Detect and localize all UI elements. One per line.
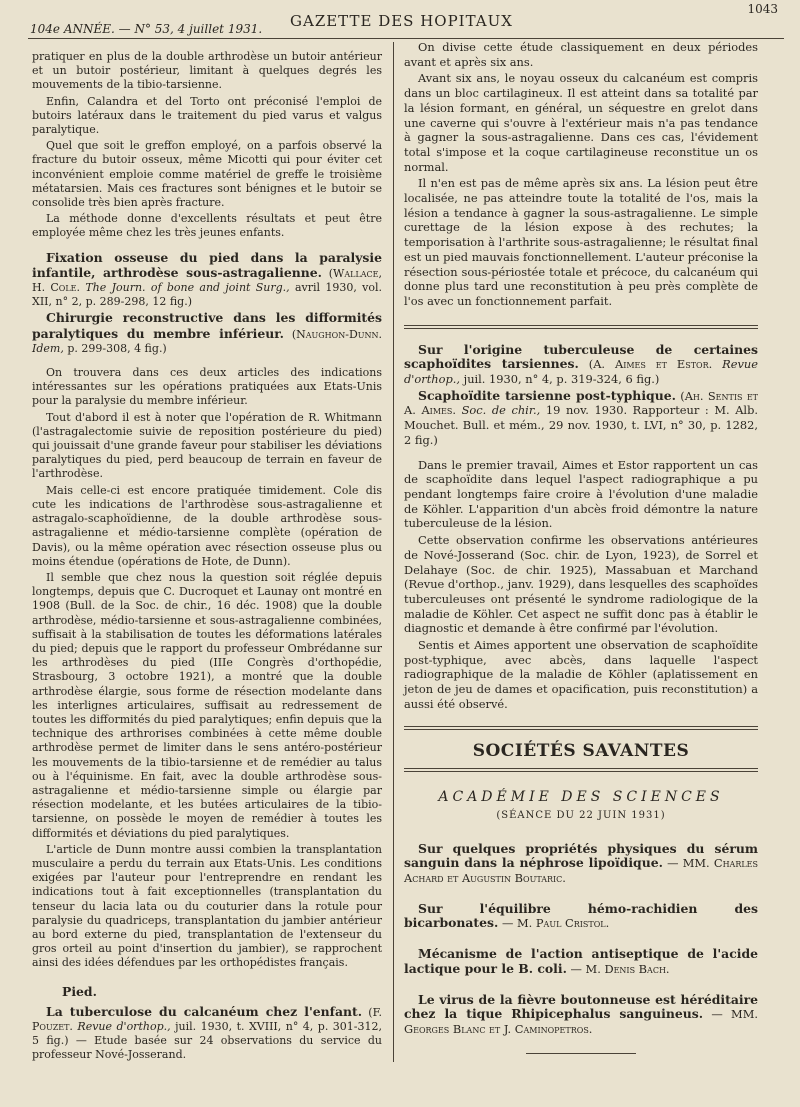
session-entry [404, 842, 758, 886]
reference-journal: Soc. de chir., [461, 403, 541, 418]
reference-details: p. 299-308, 4 fig.) [67, 341, 167, 355]
paragraph: Il n'en est pas de même après six ans. La lésion peut être localisée, ne pas atteindre toute la totalité de l'os, mais la lésion a tendance à gagner la sous-astragalienne. Le simple curettage de la lésion expose à des rechutes; la temporisation à l'arthrite sous-astragalienne; le résultat final est un pied mauvais fonctionnellement. L'auteur préconise la résection sous-périostée totale et précoce, du calcanéum qui donne plus tard une reconstitution à peu près complète de l'os avec un fonctionnement parfait. [404, 176, 758, 308]
reference-details: juil. 1930, t. XVIII, n° 4, p. 301-312, 5 fig.) — Etude basée sur 24 observations du service du professeur Nové-Josserand. [32, 1020, 382, 1062]
session-entry [404, 902, 758, 931]
paragraph: Enfin, Calandra et del Torto ont préconisé l'emploi de butoirs latéraux dans le traitement du pied varus et valgus paralytique. [32, 94, 382, 137]
section-heading-pied: Pied. [62, 983, 97, 999]
reference-authors: (F. Pouzet. [32, 1005, 382, 1033]
header-rule [28, 38, 784, 39]
reference-title: Scaphoïdite tarsienne post-typhique. [418, 387, 676, 403]
reference-title: La tuberculose du calcanéum chez l'enfant. [46, 1003, 363, 1019]
reference-title: Chirurgie reconstructive dans les difformités paralytiques du membre inférieur. [32, 310, 382, 341]
reference-authors: (Ah. Sentis et A. Aimes. [404, 388, 758, 418]
issue-info: 104e ANNÉE. — N° 53, 4 juillet 1931. [30, 22, 263, 36]
section-rule [404, 325, 758, 329]
entry-authors: — MM. Georges Blanc et J. Caminopetros. [404, 1007, 758, 1036]
paragraph: Cette observation confirme les observations antérieures de Nové-Josserand (Soc. chir. de Lyon, 1923), de Sorrel et Delahaye (Soc. de chir. 1925), Massabuan et Marchand (Revue d'orthop., janv. 1929), dans lesquelles des scaphoïdes tuberculeuses ont présenté le syndrome radiologique de la maladie de Köhler. Cet aspect ne suffit donc pas à établir le diagnostic et demande à être confirmé par l'évolution. [404, 533, 758, 636]
entry-title: Le virus de la fièvre boutonneuse est héréditaire chez la tique Rhipicephalus sanguineus. [404, 991, 758, 1022]
section-rule [404, 768, 758, 772]
paragraph: Avant six ans, le noyau osseux du calcanéum est compris dans un bloc cartilagineux. Il est atteint dans sa totalité par la lésion formant, en général, un séquestre en grelot dans une caverne qui s'ouvre à l'extérieur mais n'a pas tendance à gagner la sous-astragalienne. Dans ces cas, l'évidement total s'impose et la coque cartilagineuse reconstitue un os normal. [404, 71, 758, 174]
session-entry [404, 947, 758, 976]
academy-heading: ACADÉMIE DES SCIENCES [438, 789, 724, 806]
paragraph: Dans le premier travail, Aimes et Estor rapportent un cas de scaphoïdite dans lequel l'aspect radiographique a pu pendant longtemps faire croire à l'évolution d'une maladie de Köhler. L'apparition d'un abcès froid démontre la nature tuberculeuse de la lésion. [404, 457, 758, 531]
paragraph: L'article de Dunn montre aussi combien la transplantation musculaire a perdu du terrain aux Etats-Unis. Les conditions exigées par l'auteur pour l'entreprendre en rendant les indications tout à fait exceptionnelles (transplantation du tenseur du lacia lata ou du couturier dans la rotule pour paralysie du quadriceps, transplantation du jambier antérieur au bord externe du pied, transplantation de l'extenseur du gros orteil au point d'insertion du jambier), se rapprochent ainsi des idées défendues par les orthopédistes français. [32, 842, 382, 970]
paragraph: La méthode donne d'excellents résultats et peut être employée même chez les très jeunes enfants. [32, 212, 382, 240]
session-date: (SÉANCE DU 22 JUIN 1931) [496, 809, 666, 821]
paragraph: pratiquer en plus de la double arthrodèse un butoir antérieur et un butoir postérieur, limitant à quelques degrés les mouvements de la tibio-tarsienne. [32, 50, 382, 92]
end-rule [526, 1053, 636, 1054]
entry-title: Sur l'équilibre hémo-rachidien des bicarbonates. [404, 900, 758, 931]
session-entry [404, 993, 758, 1037]
reference-journal: Idem, [32, 341, 64, 355]
reference-journal: The Journ. of bone and joint Surg., [85, 281, 290, 295]
entry-authors: — M. Denis Bach. [570, 961, 670, 976]
reference-3 [32, 1005, 382, 1063]
reference-4 [404, 343, 758, 387]
reference-2 [32, 311, 382, 356]
reference-title: Sur l'origine tuberculeuse de certaines scaphoïdites tarsiennes. [404, 341, 758, 372]
reference-details: avril 1930, vol. XII, n° 2, p. 289-298, 12 fig.) [32, 281, 383, 309]
section-title: SOCIÉTÉS SAVANTES [472, 740, 690, 761]
entry-authors: — M. Paul Cristol. [501, 916, 610, 931]
paragraph: On trouvera dans ces deux articles des indications intéressantes sur les opérations pratiquées aux Etats-Unis pour la paralysie du membre inférieur. [32, 366, 382, 408]
reference-details: 19 nov. 1930. Rapporteur : M. Alb. Mouchet. Bull. et mém., 29 nov. 1930, t. LVI, n° 30, p. 1282, 2 fig.) [404, 403, 758, 447]
entry-authors: — MM. Charles Achard et Augustin Boutaric. [404, 856, 758, 886]
reference-1 [32, 251, 382, 310]
reference-details: juil. 1930, n° 4, p. 319-324, 6 fig.) [463, 372, 660, 387]
reference-title: Fixation osseuse du pied dans la paralysie infantile, arthrodèse sous-astragalienne. [32, 249, 382, 280]
reference-authors: (Wallace, H. Cole. [32, 266, 383, 295]
section-rule [404, 726, 758, 730]
reference-journal: Revue d'orthop., [404, 357, 759, 387]
paragraph: Il semble que chez nous la question soit réglée depuis longtemps, depuis que C. Ducroquet et Launay ont montré en 1908 (Bull. de la Soc. de chir., 16 déc. 1908) que la double arthrodèse, médio-tarsienne et sous-astragalienne combinées, suffisait à la stabilisation de toutes les déformations latérales du pied; depuis que le rapport du professeur Ombrédanne sur les arthrodèses du pied (IIIe Congrès d'orthopédie, Strasbourg, 3 octobre 1921), a montré que la double arthrodèse élargie, sous forme de résection modelante dans les interlignes articulaires, suffisait au redressement de toutes les difformités du pied paralytiques; enfin depuis que la technique des arthrorises combinées à cette même double arthrodèse permet de limiter dans le sens antéro-postérieur les mouvements de la tibio-tarsienne et de remédier au talus ou à l'équinisme. En fait, avec la double arthrodèse sous-astragalienne et médio-tarsienne simple ou élargie par résection modelante, et les butées articulaires de la tibio-tarsienne, on possède le moyen de remédier à toutes les difformités et déviations du pied paralytiques. [32, 570, 382, 840]
paragraph: Sentis et Aimes apportent une observation de scaphoïdite post-typhique, avec abcès, dans laquelle l'aspect radiographique de la maladie de Köhler (aplatissement en jeton de jeu de dames et opacification, puis reconstitution) a aussi été observé. [404, 638, 758, 711]
paragraph: Tout d'abord il est à noter que l'opération de R. Whitmann (l'astragalectomie suivie de reposition postérieure du pied) qui jouissait d'une grande faveur pour stabiliser les déviations paralytiques du pied, perd beaucoup de terrain en faveur de l'arthrodèse. [32, 410, 382, 481]
column-divider [393, 42, 394, 1062]
right-column [404, 40, 758, 1054]
reference-5 [404, 389, 758, 448]
reference-authors: (Naughon-Dunn. [291, 327, 382, 341]
reference-journal: Revue d'orthop., [77, 1020, 171, 1033]
page-number: 1043 [747, 2, 778, 16]
left-column [32, 50, 382, 1065]
paragraph: Quel que soit le greffon employé, on a parfois observé la fracture du butoir osseux, même Micotti qui pour éviter cet inconvénient emploie comme matériel de greffe le troisième métatarsien. Mais ces fractures sont bénignes et le butoir se consolide très bien après fracture. [32, 139, 382, 210]
reference-authors: (A. Aimes et Estor. [588, 357, 713, 372]
entry-title: Mécanisme de l'action antiseptique de l'acide lactique pour le B. coli. [404, 946, 758, 976]
paragraph: Mais celle-ci est encore pratiquée timidement. Cole dis cute les indications de l'arthrodèse sous-astragalienne et astragalo-scaphoïdienne, de la double arthrodèse sous-astragalienne et médio-tarsienne complète (opération de Davis), ou la même opération avec résection osseuse plus ou moins étendue (opérations de Hote, de Dunn). [32, 483, 382, 568]
entry-title: Sur quelques propriétés physiques du sérum sanguin dans la néphrose lipoïdique. [404, 840, 758, 871]
journal-title: GAZETTE DES HOPITAUX [290, 12, 513, 30]
page-header [30, 2, 782, 38]
paragraph: On divise cette étude classiquement en deux périodes avant et après six ans. [404, 40, 758, 69]
